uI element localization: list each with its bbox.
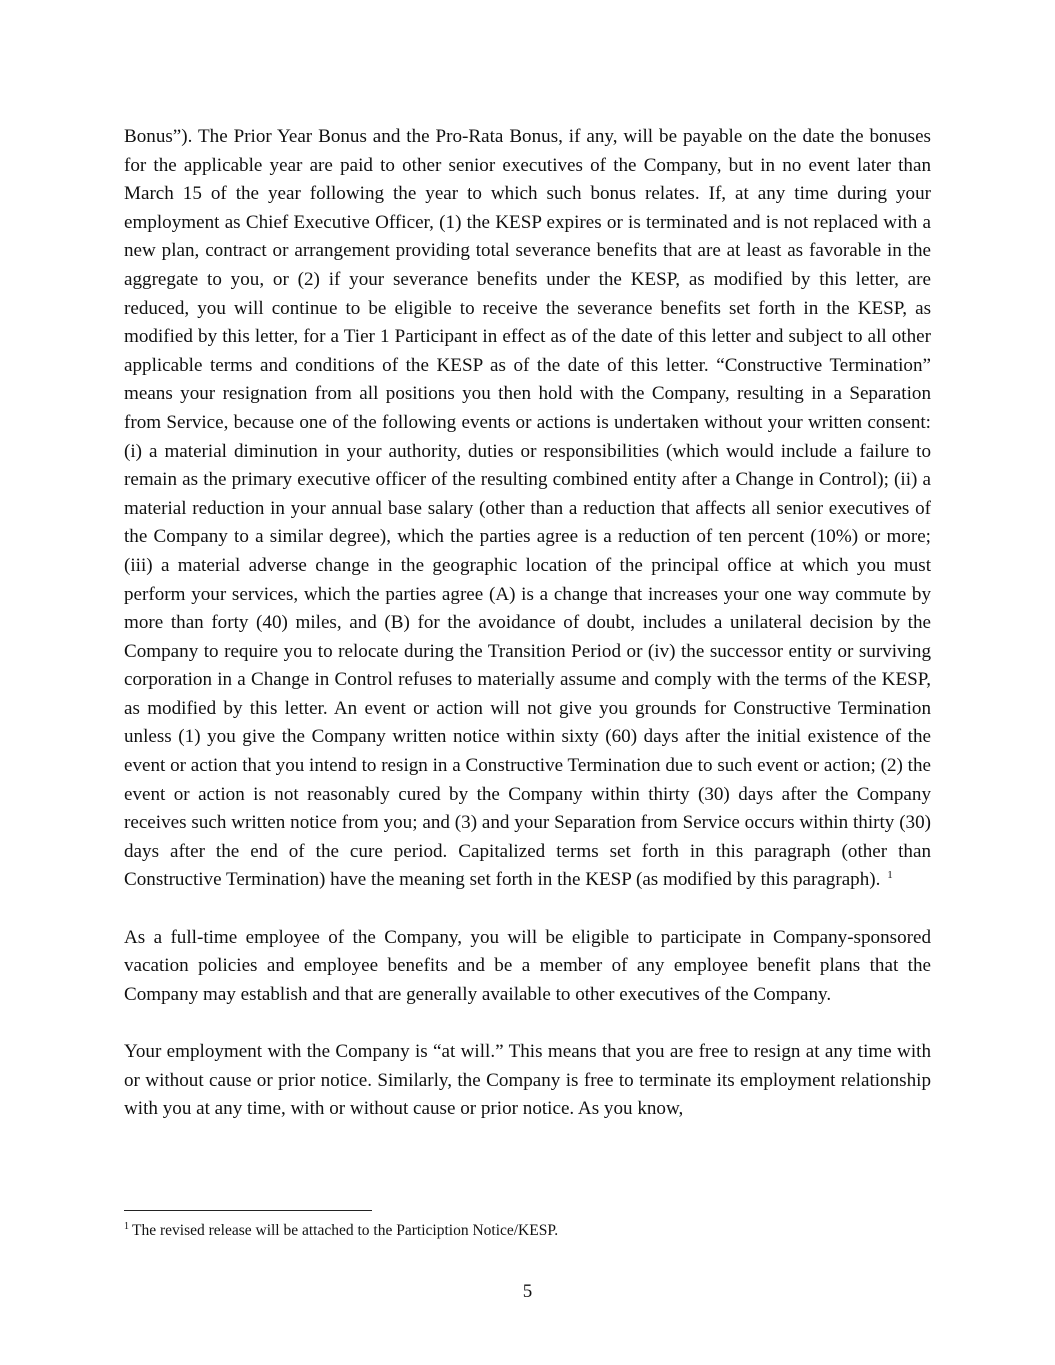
body-text	[124, 123, 931, 1124]
footnote-text: The revised release will be attached to the Particiption Notice/KESP.	[132, 1222, 559, 1239]
page-number: 5	[522, 1281, 533, 1302]
footnote-number: 1	[124, 1220, 129, 1232]
footnote-divider	[124, 1210, 372, 1211]
paragraph-employee-benefits: As a full-time employee of the Company, you will be eligible to participate in Company-sponsored vacation policies and employee benefits and be a member of any employee benefit plans that the Company may establish and that are generally available to other executives of the Company.	[124, 926, 931, 1005]
paragraph-at-will-employment: Your employment with the Company is “at will.” This means that you are free to resign at any time with or without cause or prior notice. Similarly, the Company is free to terminate its employment relationship with you at any time, with or without cause or prior notice. As you know,	[124, 1041, 931, 1120]
footnote-reference[interactable]: 1	[887, 869, 893, 882]
paragraph-severance-terms	[124, 123, 931, 895]
paragraph-severance-terms-text: Bonus”). The Prior Year Bonus and the Pro-Rata Bonus, if any, will be payable on the date the bonuses for the applicable year are paid to other senior executives of the Company, but in no event later than March 15 of the year following the year to which such bonus relates. If, at any time during your employment as Chief Executive Officer, (1) the KESP expires or is terminated and is not replaced with a new plan, contract or arrangement providing total severance benefits that are at least as favorable in the aggregate to you, or (2) if your severance benefits under the KESP, as modified by this letter, are reduced, you will continue to be eligible to receive the severance benefits set forth in the KESP, as modified by this letter, for a Tier 1 Participant in effect as of the date of this letter and subject to all other applicable terms and conditions of the KESP as of the date of this letter. “Constructive Termination” means your resignation from all positions you then hold with the Company, resulting in a Separation from Service, because one of the following events or actions is undertaken without your written consent: (i) a material diminution in your authority, duties or responsibilities (which would include a failure to remain as the primary executive officer of the resulting combined entity after a Change in Control); (ii) a material reduction in your annual base salary (other than a reduction that affects all senior executives of the Company to a similar degree), which the parties agree is a reduction of ten percent (10%) or more; (iii) a material adverse change in the geographic location of the principal office at which you must perform your services, which the parties agree (A) is a change that increases your one way commute by more than forty (40) miles, and (B) for the avoidance of doubt, includes a unilateral decision by the Company to require you to relocate during the Transition Period or (iv) the successor entity or surviving corporation in a Change in Control refuses to materially assume and comply with the terms of the KESP, as modified by this letter. An event or action will not give you grounds for Constructive Termination unless (1) you give the Company written notice within sixty (60) days after the initial existence of the event or action that you intend to resign in a Constructive Termination due to such event or action; (2) the event or action is not reasonably cured by the Company within thirty (30) days after the Company receives such written notice from you; and (3) and your Separation from Service occurs within thirty (30) days after the end of the cure period. Capitalized terms set forth in this paragraph (other than Constructive Termination) have the meaning set forth in the KESP (as modified by this paragraph).	[124, 126, 931, 891]
footnote	[124, 1221, 931, 1241]
